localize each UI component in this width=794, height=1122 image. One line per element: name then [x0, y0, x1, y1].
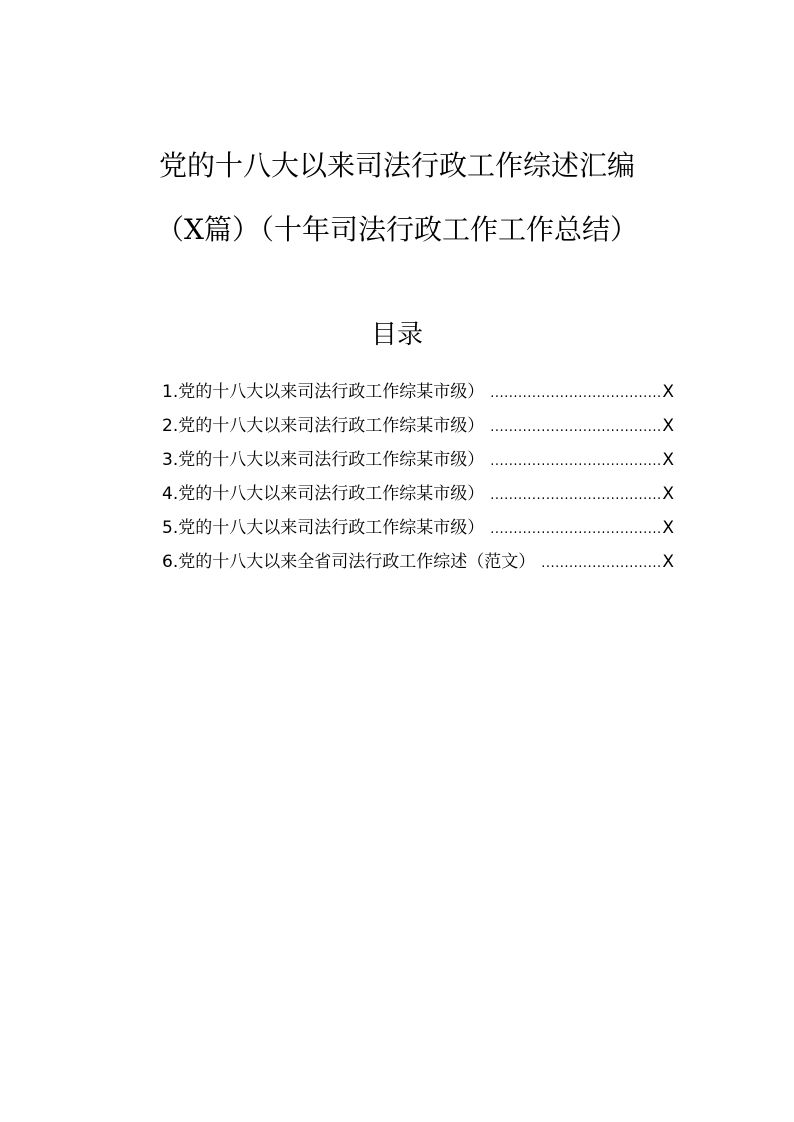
toc-entry-number: 5.	[162, 518, 179, 538]
toc-entry-title: 党的十八大以来司法行政工作综某市级）	[178, 518, 485, 538]
toc-entry-number: 3.	[162, 450, 179, 470]
toc-entry-page: X	[662, 552, 674, 572]
toc-entry-title: 党的十八大以来全省司法行政工作综述（范文）	[178, 552, 536, 572]
toc-dot-leader	[490, 513, 660, 547]
toc-entry-4[interactable]	[162, 477, 674, 511]
toc-heading: 目录	[370, 320, 423, 350]
document-title-line-2: （X篇）（十年司法行政工作工作总结）	[156, 213, 638, 246]
toc-entry-title: 党的十八大以来司法行政工作综某市级）	[178, 382, 485, 402]
toc-dot-leader	[490, 411, 660, 445]
toc-entry-page: X	[662, 450, 674, 470]
toc-dot-leader	[490, 377, 660, 411]
toc-entry-title: 党的十八大以来司法行政工作综某市级）	[178, 484, 485, 504]
toc-entry-number: 6.	[162, 552, 179, 572]
toc-dot-leader	[490, 479, 660, 513]
toc-entry-number: 4.	[162, 484, 179, 504]
toc-entry-page: X	[662, 484, 674, 504]
toc-entry-page: X	[662, 382, 674, 402]
toc-entry-number: 1.	[162, 382, 179, 402]
toc-entry-number: 2.	[162, 416, 179, 436]
toc-entry-5[interactable]	[162, 511, 674, 545]
table-of-contents	[162, 375, 674, 579]
toc-dot-leader	[541, 547, 660, 581]
toc-entry-title: 党的十八大以来司法行政工作综某市级）	[178, 450, 485, 470]
toc-entry-title: 党的十八大以来司法行政工作综某市级）	[178, 416, 485, 436]
toc-entry-2[interactable]	[162, 409, 674, 443]
document-title-line-1: 党的十八大以来司法行政工作综述汇编	[158, 149, 635, 182]
toc-entry-3[interactable]	[162, 443, 674, 477]
toc-entry-page: X	[662, 518, 674, 538]
toc-entry-page: X	[662, 416, 674, 436]
toc-entry-6[interactable]	[162, 545, 674, 579]
toc-dot-leader	[490, 445, 660, 479]
toc-entry-1[interactable]	[162, 375, 674, 409]
